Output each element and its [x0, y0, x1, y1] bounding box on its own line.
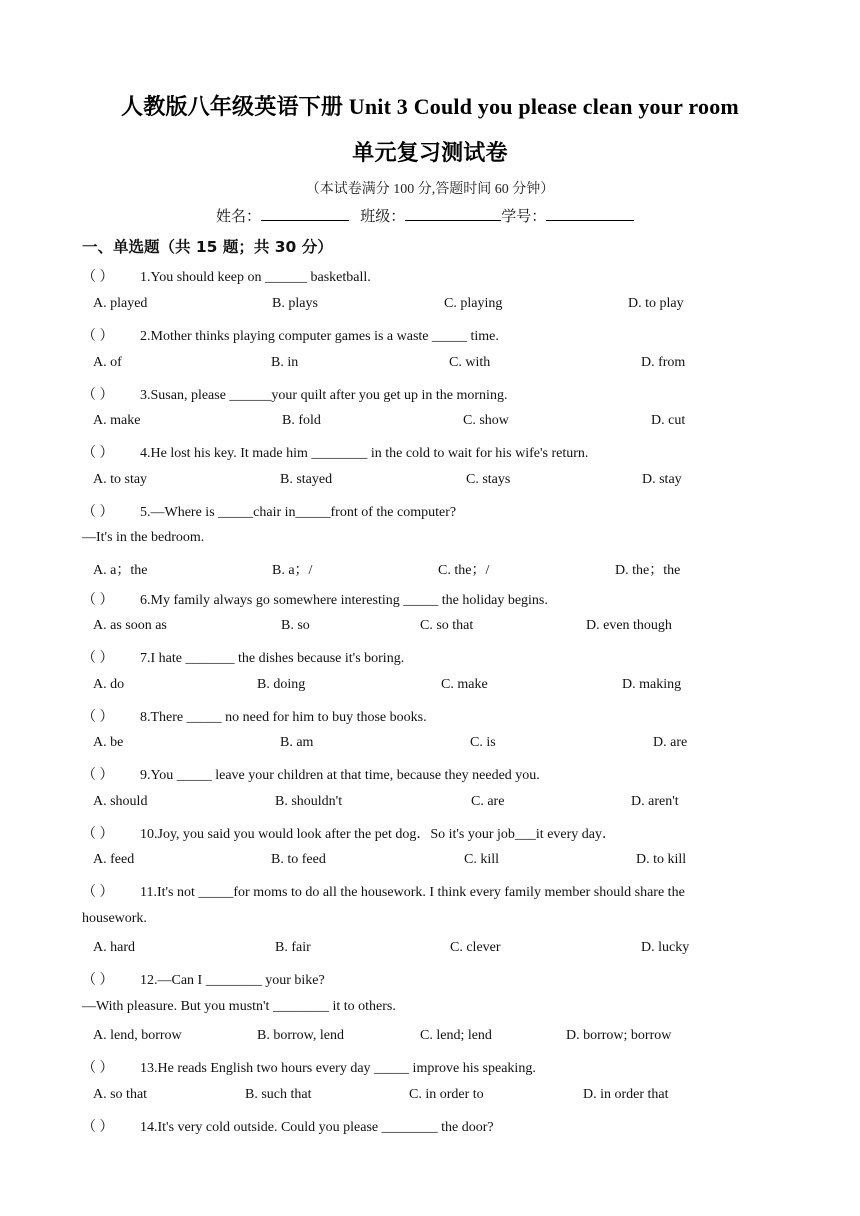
option-c[interactable]: C. kill — [464, 852, 500, 867]
options-row — [0, 296, 860, 316]
option-b[interactable]: B. fold — [282, 413, 321, 428]
question-13 — [82, 1057, 536, 1077]
question-text: 11.It's not _____for moms to do all the housework. I think every family member should share the — [140, 885, 685, 900]
question-text: 7.I hate _______ the dishes because it's boring. — [140, 651, 405, 666]
answer-bracket[interactable]: （ ） — [82, 768, 114, 783]
question-dialogue-line: —It's in the bedroom. — [82, 530, 205, 545]
options-row — [0, 618, 860, 638]
question-text: 14.It's very cold outside. Could you please ________ the door? — [140, 1120, 494, 1135]
id-blank[interactable] — [546, 205, 634, 221]
option-b[interactable]: B. plays — [272, 296, 318, 311]
option-d[interactable]: D. lucky — [641, 940, 690, 955]
question-3 — [82, 384, 507, 404]
options-row — [0, 735, 860, 755]
options-row — [0, 852, 860, 872]
answer-bracket[interactable]: （ ） — [82, 270, 114, 285]
answer-bracket[interactable]: （ ） — [82, 710, 114, 725]
answer-bracket[interactable]: （ ） — [82, 885, 114, 900]
question-text: 2.Mother thinks playing computer games is a waste _____ time. — [140, 329, 499, 344]
option-a[interactable]: A. to stay — [93, 472, 148, 487]
question-8 — [82, 706, 427, 726]
option-d[interactable]: D. to kill — [636, 852, 687, 867]
option-a[interactable]: A. do — [93, 677, 125, 692]
question-text: 10.Joy, you said you would look after the pet dog．So it's your job___it every day． — [140, 827, 616, 842]
option-a[interactable]: A. feed — [93, 852, 135, 867]
options-row — [0, 794, 860, 814]
question-7 — [82, 647, 404, 667]
option-b[interactable]: B. such that — [245, 1087, 312, 1102]
option-c[interactable]: C. so that — [420, 618, 474, 633]
option-b[interactable]: B. in — [271, 355, 299, 370]
exam-title-line2: 单元复习测试卷 — [352, 140, 508, 165]
option-a[interactable]: A. hard — [93, 940, 135, 955]
question-14 — [82, 1116, 494, 1136]
option-d[interactable]: D. aren't — [631, 794, 679, 809]
question-6 — [82, 589, 548, 609]
option-b[interactable]: B. stayed — [280, 472, 333, 487]
name-blank[interactable] — [261, 205, 349, 221]
options-row — [0, 472, 860, 492]
option-d[interactable]: D. in order that — [583, 1087, 669, 1102]
option-c[interactable]: C. stays — [466, 472, 511, 487]
answer-bracket[interactable]: （ ） — [82, 446, 114, 461]
option-a[interactable]: A. of — [93, 355, 122, 370]
option-a[interactable]: A. a；the — [93, 563, 148, 578]
answer-bracket[interactable]: （ ） — [82, 827, 114, 842]
question-text-continuation: housework. — [82, 911, 147, 926]
answer-bracket[interactable]: （ ） — [82, 593, 114, 608]
option-a[interactable]: A. played — [93, 296, 148, 311]
option-c[interactable]: C. are — [471, 794, 505, 809]
question-text: 8.There _____ no need for him to buy those books. — [140, 710, 427, 725]
option-a[interactable]: A. as soon as — [93, 618, 167, 633]
option-a[interactable]: A. make — [93, 413, 141, 428]
option-c[interactable]: C. lend; lend — [420, 1028, 492, 1043]
section-title: 一、单选题（共 15 题；共 30 分） — [82, 238, 333, 256]
option-d[interactable]: D. to play — [628, 296, 684, 311]
answer-bracket[interactable]: （ ） — [82, 388, 114, 403]
options-row — [0, 355, 860, 375]
question-dialogue-line: —With pleasure. But you mustn't ________ it to others. — [82, 999, 396, 1014]
option-c[interactable]: C. playing — [444, 296, 503, 311]
question-text: 13.He reads English two hours every day _____ improve his speaking. — [140, 1061, 536, 1076]
question-10 — [82, 823, 616, 843]
option-d[interactable]: D. from — [641, 355, 686, 370]
question-text: 6.My family always go somewhere interesting _____ the holiday begins. — [140, 593, 548, 608]
name-label: 姓名： — [216, 209, 262, 225]
option-d[interactable]: D. making — [622, 677, 682, 692]
option-c[interactable]: C. clever — [450, 940, 501, 955]
options-row — [0, 677, 860, 697]
class-blank[interactable] — [405, 205, 501, 221]
options-row — [0, 413, 860, 433]
question-12 — [82, 969, 325, 989]
question-text: 12.—Can I ________ your bike? — [140, 973, 325, 988]
exam-title: 人教版八年级英语下册 Unit 3 Could you please clean your room — [121, 94, 739, 119]
question-text: 1.You should keep on ______ basketball. — [140, 270, 371, 285]
option-b[interactable]: B. am — [280, 735, 314, 750]
option-b[interactable]: B. fair — [275, 940, 311, 955]
answer-bracket[interactable]: （ ） — [82, 973, 114, 988]
option-a[interactable]: A. lend, borrow — [93, 1028, 182, 1043]
question-1 — [82, 266, 371, 286]
question-11 — [82, 881, 685, 901]
answer-bracket[interactable]: （ ） — [82, 329, 114, 344]
option-c[interactable]: C. show — [463, 413, 509, 428]
question-5 — [82, 501, 456, 521]
option-d[interactable]: D. the；the — [615, 563, 681, 578]
class-label: 班级： — [360, 209, 406, 225]
question-text: 9.You _____ leave your children at that time, because they needed you. — [140, 768, 540, 783]
answer-bracket[interactable]: （ ） — [82, 1120, 114, 1135]
option-a[interactable]: A. should — [93, 794, 148, 809]
answer-bracket[interactable]: （ ） — [82, 505, 114, 520]
option-d[interactable]: D. borrow; borrow — [566, 1028, 672, 1043]
id-label: 学号： — [501, 209, 547, 225]
option-a[interactable]: A. be — [93, 735, 124, 750]
question-text: 4.He lost his key. It made him ________ in the cold to wait for his wife's return. — [140, 446, 589, 461]
option-c[interactable]: C. the；/ — [438, 563, 490, 578]
option-d[interactable]: D. cut — [651, 413, 686, 428]
option-c[interactable]: C. make — [441, 677, 488, 692]
options-row — [0, 940, 860, 960]
option-d[interactable]: D. even though — [586, 618, 672, 633]
option-b[interactable]: B. to feed — [271, 852, 326, 867]
option-d[interactable]: D. stay — [642, 472, 682, 487]
option-b[interactable]: B. a；/ — [272, 563, 313, 578]
question-2 — [82, 325, 499, 345]
option-b[interactable]: B. doing — [257, 677, 306, 692]
option-c[interactable]: C. is — [470, 735, 496, 750]
option-b[interactable]: B. borrow, lend — [257, 1028, 344, 1043]
question-9 — [82, 764, 540, 784]
student-info — [216, 205, 634, 226]
option-b[interactable]: B. so — [281, 618, 310, 633]
answer-bracket[interactable]: （ ） — [82, 1061, 114, 1076]
exam-subtitle: （本试卷满分 100 分,答题时间 60 分钟） — [305, 182, 555, 197]
option-b[interactable]: B. shouldn't — [275, 794, 343, 809]
options-row — [0, 559, 860, 579]
option-d[interactable]: D. are — [653, 735, 688, 750]
options-row — [0, 1087, 860, 1107]
question-4 — [82, 442, 588, 462]
options-row — [0, 1028, 860, 1048]
option-a[interactable]: A. so that — [93, 1087, 148, 1102]
option-c[interactable]: C. in order to — [409, 1087, 484, 1102]
question-text: 5.—Where is _____chair in_____front of the computer? — [140, 505, 457, 520]
option-c[interactable]: C. with — [449, 355, 491, 370]
question-text: 3.Susan, please ______your quilt after you get up in the morning. — [140, 388, 508, 403]
answer-bracket[interactable]: （ ） — [82, 651, 114, 666]
